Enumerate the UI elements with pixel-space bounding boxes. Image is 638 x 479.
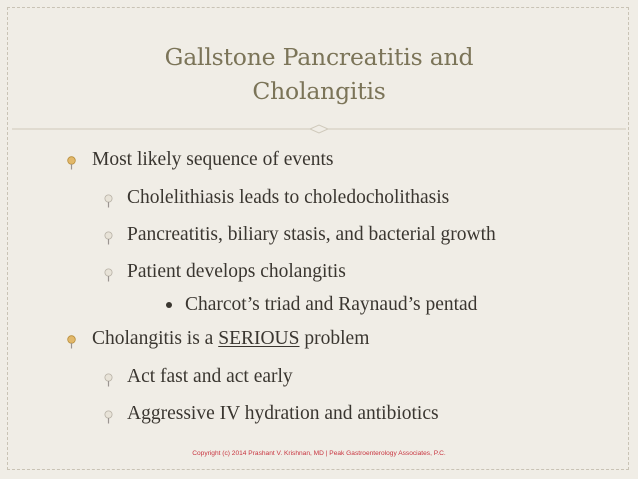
pushpin-icon <box>103 410 114 424</box>
pushpin-icon <box>103 373 114 387</box>
bullet-text: Cholelithiasis leads to choledocholithasis <box>127 187 450 208</box>
pushpin-icon <box>103 268 114 282</box>
bullet-text: Act fast and act early <box>127 366 293 387</box>
pushpin-icon <box>103 231 114 245</box>
pushpin-icon <box>66 156 77 170</box>
bullet-text-part: problem <box>299 328 370 349</box>
bullet-text: Patient develops cholangitis <box>127 261 346 282</box>
pushpin-icon <box>66 335 77 349</box>
copyright-footer: Copyright (c) 2014 Prashant V. Krishnan, MD | Peak Gastroenterology Associates, P.C. <box>192 450 446 457</box>
slide-title-line-2: Cholangitis <box>252 77 386 105</box>
bullet-text: Pancreatitis, biliary stasis, and bacterial growth <box>127 224 496 245</box>
bullet-text-serious <box>92 327 369 351</box>
underlined-emphasis: SERIOUS <box>218 328 300 349</box>
round-dot-bullet <box>166 302 172 308</box>
slide-title-line-1: Gallstone Pancreatitis and <box>164 43 474 71</box>
pushpin-icon <box>103 194 114 208</box>
bullet-text: Most likely sequence of events <box>92 149 334 170</box>
bullet-text-part: Cholangitis is a <box>92 328 219 349</box>
bullet-text: Charcot’s triad and Raynaud’s pentad <box>185 294 478 315</box>
bullet-text: Aggressive IV hydration and antibiotics <box>127 403 439 424</box>
